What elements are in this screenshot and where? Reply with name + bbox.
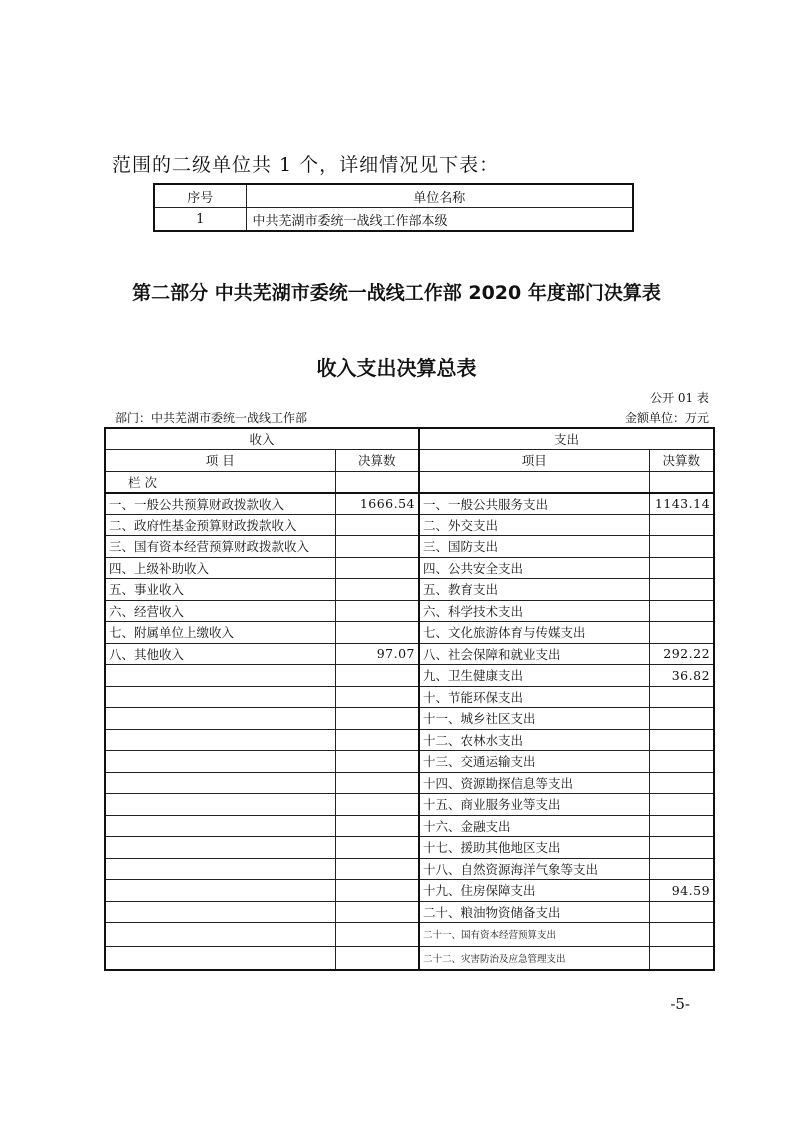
table-row [105,665,714,687]
expense-amount [649,686,714,708]
expense-amount [649,946,714,970]
expense-item: 七、文化旅游体育与传媒支出 [419,622,649,644]
income-header: 收入 [105,428,419,450]
expense-amount [649,579,714,601]
intro-text: 范围的二级单位共 1 个，详细情况见下表： [112,154,500,176]
row-label-row [105,471,714,493]
expense-item: 八、社会保障和就业支出 [419,643,649,665]
expense-item: 十三、交通运输支出 [419,751,649,773]
income-amount [335,536,419,558]
income-item [105,729,335,751]
income-amount [335,858,419,880]
table-row [105,858,714,880]
expense-amount [649,751,714,773]
unit-table [153,183,634,232]
expense-item: 五、教育支出 [419,579,649,601]
expense-item: 十二、农林水支出 [419,729,649,751]
expense-amount [649,729,714,751]
income-amount [335,901,419,923]
expense-amount [649,600,714,622]
income-amount [335,815,419,837]
expense-item: 二、外交支出 [419,514,649,536]
main-table-body [105,493,714,970]
department-label: 部门：中共芜湖市委统一战线工作部 [115,411,308,425]
expense-item: 十四、资源勘探信息等支出 [419,772,649,794]
table-row [105,643,714,665]
column-header-row [105,450,714,472]
expense-amount: 36.82 [649,665,714,687]
expense-amount [649,858,714,880]
expense-item: 十一、城乡社区支出 [419,708,649,730]
expense-col-item: 项目 [419,450,649,472]
table-row [105,536,714,558]
table-row [105,923,714,947]
income-amount [335,622,419,644]
income-amount: 97.07 [335,643,419,665]
income-amount [335,686,419,708]
table-row [105,772,714,794]
table-title: 收入支出决算总表 [316,356,477,380]
income-item [105,858,335,880]
expense-amount: 292.22 [649,643,714,665]
table-row [154,208,633,232]
row-label-expense [419,471,649,493]
page-number: -5- [670,995,690,1013]
income-item [105,772,335,794]
table-row [105,622,714,644]
expense-amount [649,815,714,837]
expense-item: 三、国防支出 [419,536,649,558]
section-header-row [105,428,714,450]
income-amount [335,946,419,970]
income-amount [335,665,419,687]
table-row [105,815,714,837]
income-item [105,686,335,708]
income-amount [335,837,419,859]
income-item [105,751,335,773]
expense-amount [649,901,714,923]
expense-header: 支出 [419,428,714,450]
income-item [105,946,335,970]
unit-row-index: 1 [154,208,246,232]
income-col-item: 项 目 [105,450,335,472]
expense-item: 一、一般公共服务支出 [419,493,649,515]
table-row [105,514,714,536]
table-row [105,946,714,970]
expense-amount [649,772,714,794]
expense-item: 十五、商业服务业等支出 [419,794,649,816]
table-row [105,493,714,515]
table-row [105,600,714,622]
income-item: 六、经营收入 [105,600,335,622]
income-amount [335,880,419,902]
expense-item: 四、公共安全支出 [419,557,649,579]
income-item [105,923,335,947]
expense-item: 二十二、灾害防治及应急管理支出 [419,946,649,970]
expense-item: 十八、自然资源海洋气象等支出 [419,858,649,880]
income-amount [335,557,419,579]
table-code: 公开 01 表 [650,391,709,405]
income-expense-table [104,427,715,971]
table-row [105,579,714,601]
income-amount [335,729,419,751]
expense-item: 十、节能环保支出 [419,686,649,708]
expense-col-amount: 决算数 [649,450,714,472]
income-item [105,901,335,923]
table-row [105,880,714,902]
income-item: 八、其他收入 [105,643,335,665]
row-label: 栏 次 [105,471,335,493]
income-amount [335,751,419,773]
unit-header-index: 序号 [154,184,246,208]
row-label-expense-amount [649,471,714,493]
table-row [105,901,714,923]
income-item [105,665,335,687]
expense-amount [649,923,714,947]
table-row [105,729,714,751]
income-amount [335,579,419,601]
income-col-amount: 决算数 [335,450,419,472]
expense-amount [649,536,714,558]
table-row [105,751,714,773]
income-item: 七、附属单位上缴收入 [105,622,335,644]
table-row [105,686,714,708]
amount-unit-note: 金额单位：万元 [624,411,709,425]
table-row [105,557,714,579]
income-amount [335,794,419,816]
income-item: 二、政府性基金预算财政拨款收入 [105,514,335,536]
income-amount [335,514,419,536]
income-item [105,837,335,859]
expense-item: 十九、住房保障支出 [419,880,649,902]
income-amount [335,923,419,947]
expense-amount [649,708,714,730]
expense-amount [649,557,714,579]
income-amount [335,600,419,622]
expense-item: 二十一、国有资本经营预算支出 [419,923,649,947]
table-row [105,708,714,730]
expense-amount [649,794,714,816]
expense-item: 十七、援助其他地区支出 [419,837,649,859]
income-item: 三、国有资本经营预算财政拨款收入 [105,536,335,558]
row-label-amount [335,471,419,493]
part-title: 第二部分 中共芜湖市委统一战线工作部 2020 年度部门决算表 [132,282,661,304]
unit-table-header-row [154,184,633,208]
expense-item: 九、卫生健康支出 [419,665,649,687]
income-item: 四、上级补助收入 [105,557,335,579]
income-amount [335,772,419,794]
income-item [105,880,335,902]
income-item: 五、事业收入 [105,579,335,601]
expense-amount: 94.59 [649,880,714,902]
income-item [105,794,335,816]
unit-row-name: 中共芜湖市委统一战线工作部本级 [246,208,633,232]
expense-amount [649,837,714,859]
expense-item: 十六、金融支出 [419,815,649,837]
expense-item: 二十、粮油物资储备支出 [419,901,649,923]
income-item [105,815,335,837]
table-row [105,794,714,816]
expense-amount [649,514,714,536]
income-item: 一、一般公共预算财政拨款收入 [105,493,335,515]
expense-item: 六、科学技术支出 [419,600,649,622]
income-amount [335,708,419,730]
expense-amount: 1143.14 [649,493,714,515]
expense-amount [649,622,714,644]
table-row [105,837,714,859]
income-item [105,708,335,730]
income-amount: 1666.54 [335,493,419,515]
unit-header-name: 单位名称 [246,184,633,208]
